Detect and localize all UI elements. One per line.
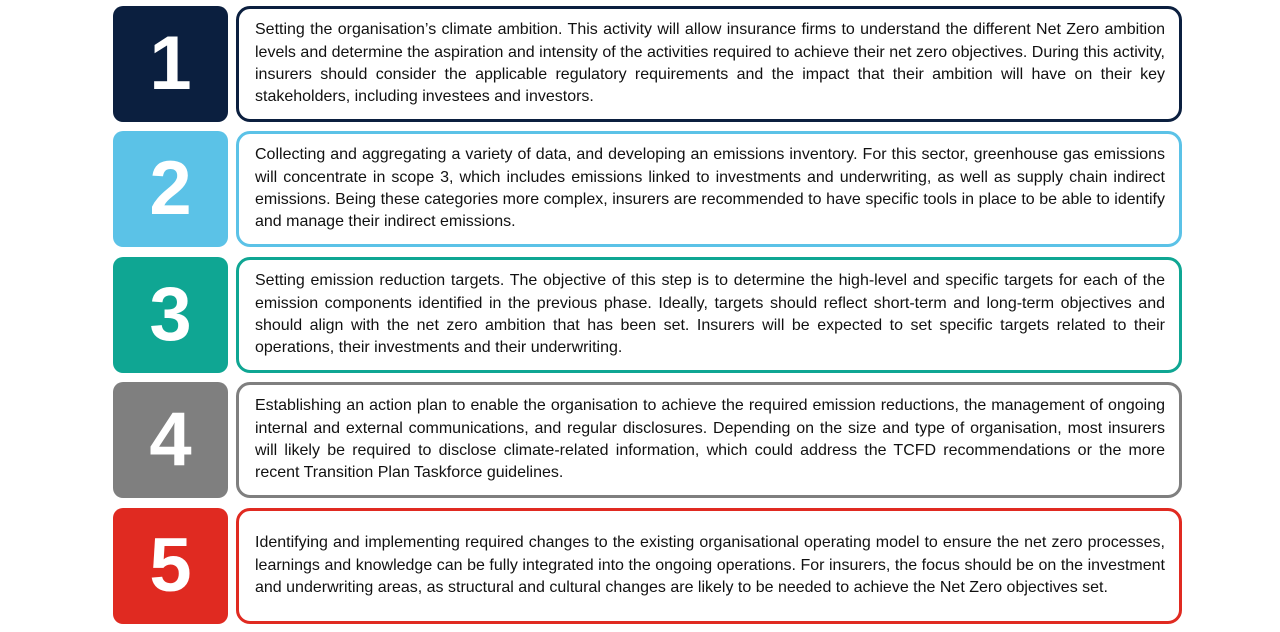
- step-description: Establishing an action plan to enable the organisation to achieve the required emission reductions, the management of ongoing internal and external communications, and regular disclosures. Depending on the size and type of organisation, most insurers will likely be required to disclose climate-related information, which could address the TCFD recommendations or the more recent Transition Plan Taskforce guidelines.: [255, 397, 1165, 482]
- step-number-badge: 1: [113, 6, 228, 122]
- step-description-box: [236, 6, 1182, 122]
- step-number-badge: 3: [113, 257, 228, 373]
- step-description: Setting emission reduction targets. The objective of this step is to determine the high-level and specific targets for each of the emission components identified in the previous phase. Ideally, targets should reflect short-term and long-term objectives and should align with the net zero ambition that has been set. Insurers will be expected to set specific targets related to their operations, their investments and their underwriting.: [255, 272, 1165, 357]
- step-description-box: [236, 131, 1182, 247]
- step-number-badge: 5: [113, 508, 228, 624]
- step-row: [0, 131, 1280, 247]
- step-description-box: [236, 257, 1182, 373]
- step-row: [0, 382, 1280, 498]
- step-description: Setting the organisation’s climate ambition. This activity will allow insurance firms to understand the different Net Zero ambition levels and determine the aspiration and intensity of the activities required to achieve their net zero objectives. During this activity, insurers should consider the applicable regulatory requirements and the impact that their ambition will have on their key stakeholders, including investees and investors.: [255, 21, 1165, 106]
- step-row: [0, 257, 1280, 373]
- step-row: [0, 508, 1280, 624]
- step-row: [0, 6, 1280, 122]
- step-description: Identifying and implementing required changes to the existing organisational operating model to ensure the net zero processes, learnings and knowledge can be fully integrated into the ongoing operations. For insurers, the focus should be on the investment and underwriting areas, as structural and cultural changes are likely to be needed to achieve the Net Zero objectives set.: [255, 534, 1165, 597]
- step-description-box: [236, 382, 1182, 498]
- step-number-badge: 2: [113, 131, 228, 247]
- step-description: Collecting and aggregating a variety of data, and developing an emissions inventory. For this sector, greenhouse gas emissions will concentrate in scope 3, which includes emissions linked to investments and underwriting, as well as supply chain indirect emissions. Being these categories more complex, insurers are recommended to have specific tools in place to be able to identify and manage their indirect emissions.: [255, 146, 1165, 231]
- step-number-badge: 4: [113, 382, 228, 498]
- step-description-box: [236, 508, 1182, 624]
